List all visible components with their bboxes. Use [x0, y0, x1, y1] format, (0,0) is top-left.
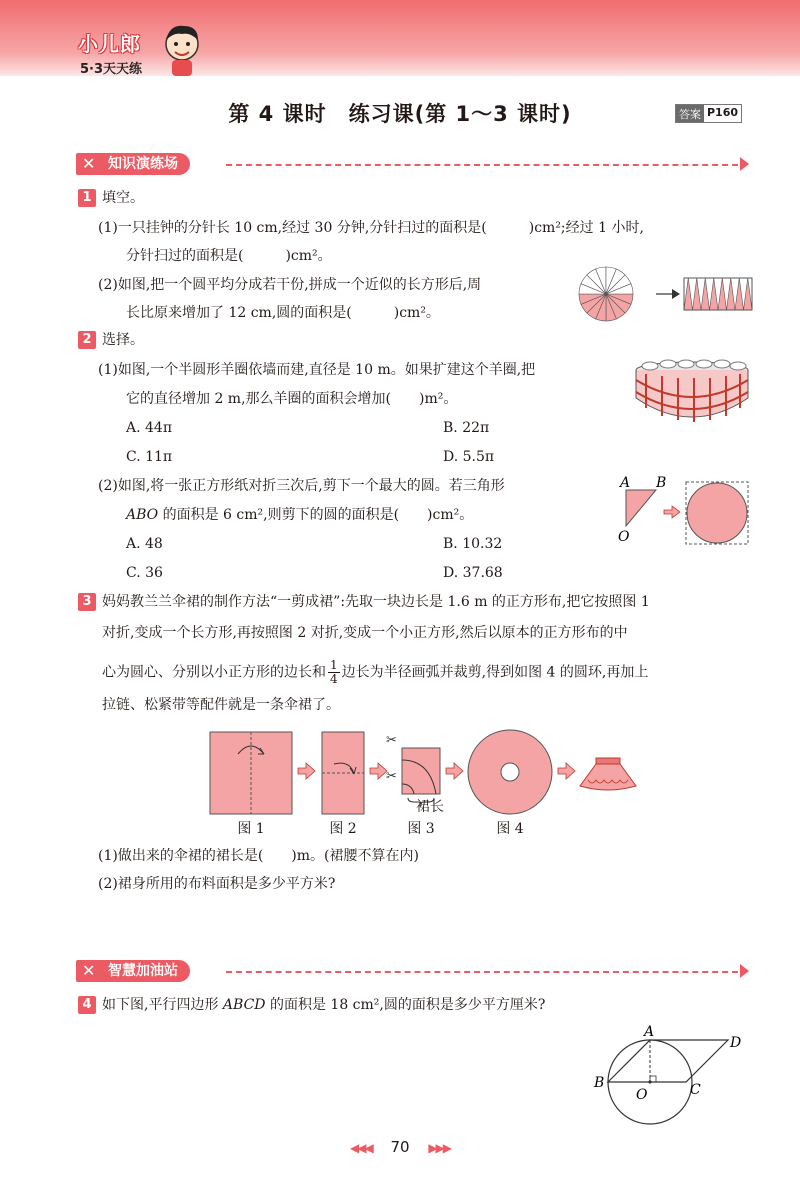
figure-4-label: 图 4 [496, 821, 524, 837]
label-a: A [644, 1024, 655, 1040]
option-d[interactable]: D. 37.68 [443, 565, 503, 581]
section-arrow-icon [740, 157, 749, 171]
section-tag: ✕ 智慧加油站 [76, 960, 190, 982]
section-divider [226, 971, 738, 973]
question-3-line4: 拉链、松紧带等配件就是一条伞裙了。 [102, 697, 340, 713]
answer-reference[interactable] [675, 104, 742, 123]
option-c[interactable]: C. 36 [126, 565, 163, 581]
figure-3-label: 图 3 [407, 821, 435, 837]
lesson-title: 第 4 课时 练习课(第 1～3 课时) [228, 102, 572, 126]
circle-to-rectangle-figure [576, 264, 756, 324]
rectangle-sector [735, 278, 744, 310]
question-1-part2-line1: (2)如图,把一个圆平均分成若干份,拼成一个近似的长方形后,周 [98, 277, 482, 293]
question-2-part1-line2: 它的直径增加 2 m,那么羊圈的面积会增加( )m²。 [126, 391, 458, 407]
option-b[interactable]: B. 22π [443, 420, 490, 436]
label-b: B [594, 1075, 605, 1091]
option-a[interactable]: A. 48 [126, 536, 163, 552]
rectangle-sector [718, 278, 727, 310]
rectangle-sector [710, 278, 719, 310]
question-3-line1: 3 妈妈教兰兰伞裙的制作方法“一剪成裙”:先取一块边长是 1.6 m 的正方形布,把它按照图 1 [78, 592, 650, 612]
question-2-part2-line1: (2)如图,将一张正方形纸对折三次后,剪下一个最大的圆。若三角形 [98, 478, 505, 494]
section-bar-knowledge [76, 153, 752, 177]
rectangle-sector [744, 278, 753, 310]
scissors-icon: ✂ [386, 733, 397, 748]
brace-label: 裙长 [416, 799, 444, 815]
figure-2-label: 图 2 [329, 821, 357, 837]
figure-1-label: 图 1 [237, 821, 265, 837]
page-number-footer [0, 1138, 800, 1156]
label-a: A [620, 475, 631, 491]
sheep-pen-figure [632, 358, 752, 428]
question-1-part1-line1: (1)一只挂钟的分针长 10 cm,经过 30 分钟,分针扫过的面积是( )cm²;经过 1 小时, [98, 220, 644, 236]
option-c[interactable]: C. 11π [126, 449, 173, 465]
question-4: 4 如下图,平行四边形 ABCD 的面积是 18 cm²,圆的面积是多少平方厘米? [78, 995, 545, 1015]
question-3-sub2: (2)裙身所用的布料面积是多少平方米? [98, 876, 336, 892]
question-1-part2-line2: 长比原来增加了 12 cm,圆的面积是( )cm²。 [126, 305, 440, 321]
logo-title: 小儿郎 [78, 32, 141, 56]
label-o: O [636, 1087, 648, 1103]
prev-arrows-icon: ◀◀◀ [349, 1141, 372, 1155]
logo-subtitle: 5·3天天练 [80, 62, 143, 77]
rectangle-sector [693, 278, 702, 310]
section-bar-wisdom [76, 960, 752, 984]
question-2-stem: 2 选择。 [78, 330, 144, 350]
folded-paper-figure [612, 474, 752, 546]
label-o: O [618, 529, 630, 545]
option-a[interactable]: A. 44π [126, 420, 173, 436]
next-arrows-icon: ▶▶▶ [428, 1141, 451, 1155]
skirt-icon [580, 758, 636, 790]
mascot-icon [160, 22, 204, 78]
question-3-sub1: (1)做出来的伞裙的裙长是( )m。(裙腰不算在内) [98, 848, 419, 864]
rectangle-sector [727, 278, 736, 310]
question-1-stem: 1 填空。 [78, 188, 144, 208]
page-number: 70 [390, 1138, 410, 1156]
label-d: D [730, 1035, 742, 1051]
scissors-icon: ✂ [386, 769, 397, 784]
answer-label: 答案 [676, 105, 704, 122]
rectangle-sector [701, 278, 710, 310]
section-arrow-icon [740, 964, 749, 978]
question-1-part1-line2: 分针扫过的面积是( )cm²。 [126, 248, 332, 264]
answer-page: P160 [707, 106, 739, 119]
question-2-part1-line1: (1)如图,一个半圆形羊圈依墙而建,直径是 10 m。如果扩建这个羊圈,把 [98, 362, 536, 378]
question-2-part2-line2: ABO 的面积是 6 cm²,则剪下的圆的面积是( )cm²。 [126, 507, 474, 523]
label-c: C [690, 1082, 701, 1098]
section-icon: ✕ [82, 154, 96, 173]
parallelogram-circle-figure [586, 1020, 756, 1132]
option-b[interactable]: B. 10.32 [443, 536, 503, 552]
question-3-line3: 心为圆心、分别以小正方形的边长和 $\frac{1}{4}$ 边长为半径画弧并裁剪,得到如图 4 的圆环,再加上 [102, 658, 649, 686]
section-tag: ✕ 知识演练场 [76, 153, 190, 175]
section-icon: ✕ [82, 961, 96, 980]
section-divider [226, 164, 738, 166]
label-b: B [656, 475, 667, 491]
fraction: $\frac{1}{4}$ [330, 658, 338, 686]
option-d[interactable]: D. 5.5π [443, 449, 495, 465]
question-3-line2: 对折,变成一个长方形,再按照图 2 对折,变成一个小正方形,然后以原本的正方形布的中 [102, 625, 628, 641]
rectangle-sector [684, 278, 693, 310]
